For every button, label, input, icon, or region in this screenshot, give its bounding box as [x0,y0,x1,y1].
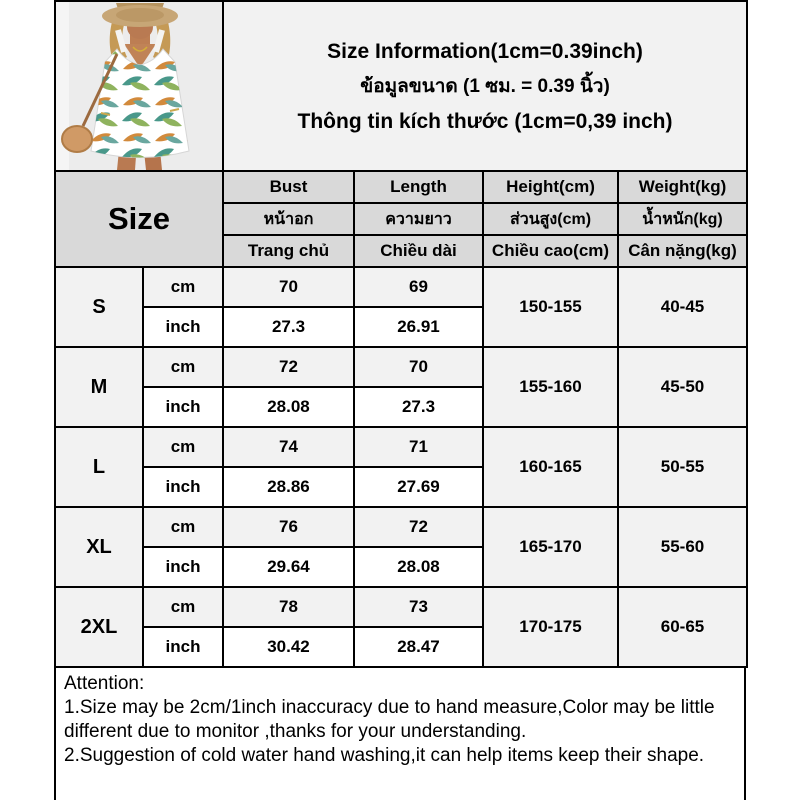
length-inch-value: 27.3 [354,387,483,427]
bust-cm-value: 78 [223,587,354,627]
bust-cm-value: 70 [223,267,354,307]
table-row [55,587,747,627]
bust-cm-value: 72 [223,347,354,387]
weight-range: 60-65 [618,587,747,667]
size-label-2xl: 2XL [55,587,143,667]
bust-inch-value: 29.64 [223,547,354,587]
length-inch-value: 28.08 [354,547,483,587]
length-cm-value: 70 [354,347,483,387]
title-thai: ข้อมูลขนาด (1 ซม. = 0.39 นิ้ว) [360,75,610,97]
length-inch-value: 28.47 [354,627,483,667]
attention-note-2: 2.Suggestion of cold water hand washing,it can help items keep their shape. [64,745,705,766]
col-header-bust-vi: Trang chủ [223,235,354,267]
dress-leaf-print [91,49,189,158]
product-photo-cell [55,1,223,171]
weight-range: 45-50 [618,347,747,427]
height-range: 170-175 [483,587,618,667]
col-header-weight: Weight(kg) [618,171,747,203]
size-label-l: L [55,427,143,507]
col-header-length-vi: Chiều dài [354,235,483,267]
col-header-weight-vi: Cân nặng(kg) [618,235,747,267]
col-header-weight-th: น้ำหนัก(kg) [618,203,747,235]
weight-range: 40-45 [618,267,747,347]
length-cm-value: 72 [354,507,483,547]
col-header-bust: Bust [223,171,354,203]
product-image [56,2,220,170]
size-chart-panel [54,0,746,800]
col-header-height-th: ส่วนสูง(cm) [483,203,618,235]
size-label-m: M [55,347,143,427]
bust-cm-value: 76 [223,507,354,547]
height-range: 160-165 [483,427,618,507]
title-band [55,1,747,171]
size-header: Size [55,171,223,267]
bust-inch-value: 27.3 [223,307,354,347]
table-row [55,427,747,467]
attention-notes [54,668,746,800]
table-row [55,267,747,307]
length-cm-value: 69 [354,267,483,307]
col-header-height: Height(cm) [483,171,618,203]
length-cm-value: 73 [354,587,483,627]
length-inch-value: 26.91 [354,307,483,347]
bust-inch-value: 28.08 [223,387,354,427]
col-header-height-vi: Chiều cao(cm) [483,235,618,267]
attention-note-1: 1.Size may be 2cm/1inch inaccuracy due to hand measure,Color may be little different due to monitor ,thanks for your understanding. [64,697,715,742]
col-header-bust-th: หน้าอก [223,203,354,235]
size-label-s: S [55,267,143,347]
height-range: 165-170 [483,507,618,587]
length-cm-value: 71 [354,427,483,467]
unit-inch-label: inch [143,547,223,587]
height-range: 155-160 [483,347,618,427]
unit-cm-label: cm [143,267,223,307]
title-english: Size Information(1cm=0.39inch) [327,39,643,63]
unit-cm-label: cm [143,347,223,387]
bust-inch-value: 30.42 [223,627,354,667]
unit-inch-label: inch [143,467,223,507]
unit-inch-label: inch [143,627,223,667]
bust-inch-value: 28.86 [223,467,354,507]
unit-cm-label: cm [143,587,223,627]
handbag [62,126,92,152]
size-table [54,0,748,668]
table-row [55,507,747,547]
height-range: 150-155 [483,267,618,347]
unit-inch-label: inch [143,307,223,347]
weight-range: 50-55 [618,427,747,507]
table-row [55,347,747,387]
unit-cm-label: cm [143,507,223,547]
unit-inch-label: inch [143,387,223,427]
size-label-xl: XL [55,507,143,587]
title-vietnamese: Thông tin kích thước (1cm=0,39 inch) [297,109,673,133]
col-header-length-th: ความยาว [354,203,483,235]
attention-heading: Attention: [64,673,145,694]
header-row-english [55,171,747,203]
unit-cm-label: cm [143,427,223,467]
bust-cm-value: 74 [223,427,354,467]
title-cell [223,1,747,171]
length-inch-value: 27.69 [354,467,483,507]
col-header-length: Length [354,171,483,203]
weight-range: 55-60 [618,507,747,587]
